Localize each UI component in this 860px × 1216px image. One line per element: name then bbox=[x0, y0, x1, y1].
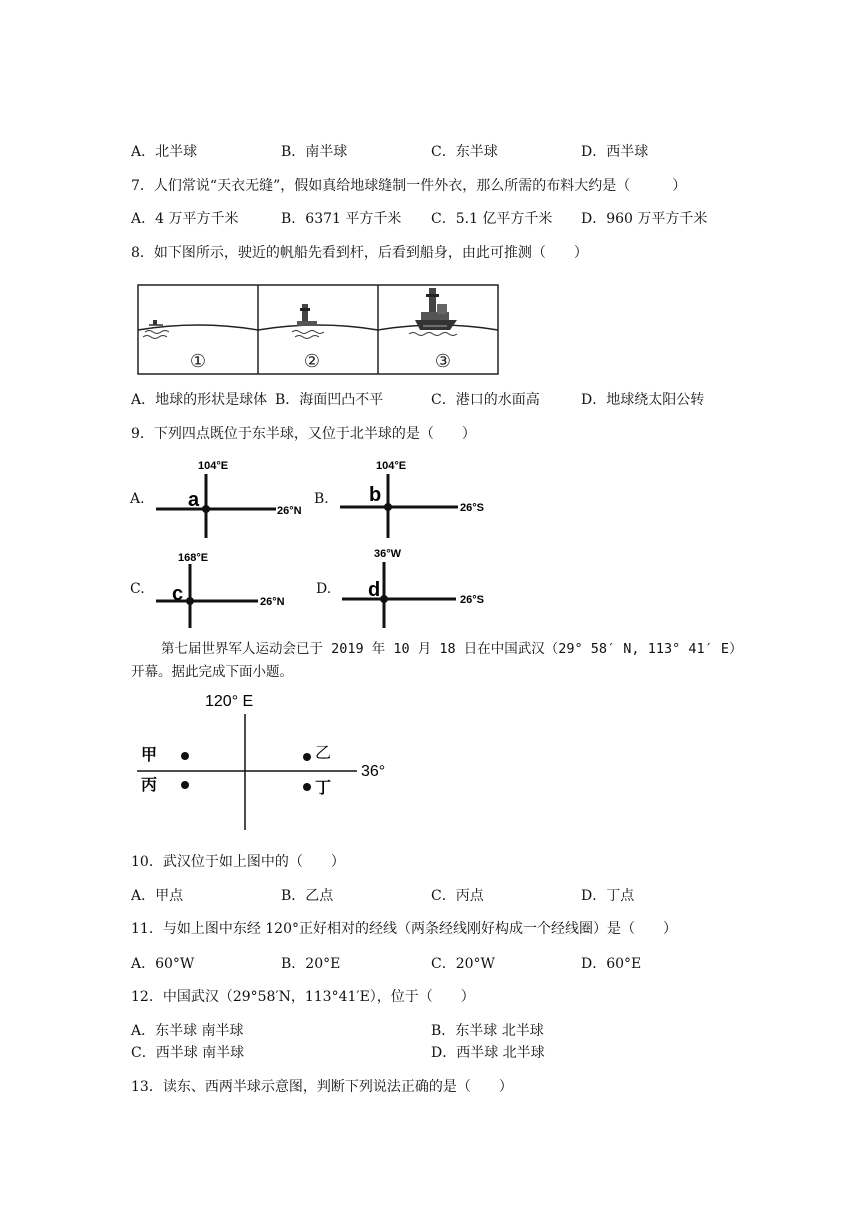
grid-c-point: c bbox=[172, 583, 184, 605]
grid-a-point: a bbox=[188, 489, 200, 511]
q12-option-c: C．西半球 南半球 bbox=[131, 1045, 245, 1061]
q9-option-d-label: D. bbox=[316, 581, 332, 597]
q7-option-d: D．960 万平方千米 bbox=[581, 211, 708, 227]
q10-option-d: D．丁点 bbox=[581, 888, 635, 904]
q12-option-d: D．西半球 北半球 bbox=[431, 1045, 545, 1061]
q8-option-c: C．港口的水面高 bbox=[431, 392, 540, 408]
grid-c bbox=[156, 552, 285, 628]
q11-option-d: D．60°E bbox=[581, 956, 642, 972]
grid-d-lat: 26°S bbox=[460, 594, 484, 606]
ship-figure bbox=[137, 284, 499, 376]
point-jia bbox=[181, 752, 189, 760]
q6-option-d: D．西半球 bbox=[581, 144, 649, 160]
q7-option-b: B．6371 平方千米 bbox=[281, 211, 402, 227]
q10-stem: 10．武汉位于如上图中的（ ） bbox=[131, 854, 345, 870]
horizon-2 bbox=[258, 325, 378, 330]
q7-stem: 7．人们常说“天衣无缝”，假如真给地球缝制一件外衣，那么所需的布料大约是（ ） bbox=[131, 178, 687, 194]
grid-c-lon: 168°E bbox=[178, 552, 209, 564]
q9-grid-figure bbox=[150, 450, 510, 630]
q10-option-b: B．乙点 bbox=[281, 888, 334, 904]
q8-stem: 8．如下图所示，驶近的帆船先看到杆，后看到船身，由此可推测（ ） bbox=[131, 245, 588, 261]
q9-option-a-label: A. bbox=[130, 491, 145, 507]
grid-b-lat: 26°S bbox=[460, 502, 484, 514]
q11-option-b: B．20°E bbox=[281, 956, 341, 972]
point-jia-label: 甲 bbox=[141, 747, 158, 764]
panel-label-3: ③ bbox=[434, 351, 452, 371]
q7-option-a: A．4 万平方千米 bbox=[131, 211, 239, 227]
q11-stem: 11．与如上图中东经 120°正好相对的经线（两条经线刚好构成一个经线圈）是（ ） bbox=[131, 921, 677, 937]
wuhan-grid-figure bbox=[135, 684, 395, 834]
panel-label-2: ② bbox=[303, 351, 321, 371]
q7-option-c: C．5.1 亿平方千米 bbox=[431, 211, 553, 227]
q8-option-b: B．海面凹凸不平 bbox=[275, 392, 384, 408]
q10-option-c: C．丙点 bbox=[431, 888, 484, 904]
mast-tip-icon bbox=[149, 320, 163, 325]
passage-line-2: 开幕。据此完成下面小题。 bbox=[131, 664, 293, 680]
grid-b bbox=[340, 460, 484, 538]
full-ship-icon bbox=[415, 288, 457, 330]
panel-label-1: ① bbox=[189, 351, 207, 371]
figure2-lat-label: 36° bbox=[361, 763, 386, 780]
q6-option-c: C．东半球 bbox=[431, 144, 498, 160]
q13-stem: 13．读东、西两半球示意图，判断下列说法正确的是（ ） bbox=[131, 1079, 513, 1095]
q9-option-c-label: C. bbox=[130, 581, 145, 597]
grid-c-lat: 26°N bbox=[260, 596, 285, 608]
point-bing bbox=[181, 781, 189, 789]
q12-stem: 12．中国武汉（29°58′N，113°41′E），位于（ ） bbox=[131, 989, 475, 1005]
grid-d bbox=[342, 548, 484, 628]
grid-b-point: b bbox=[369, 484, 382, 506]
point-ding-label: 丁 bbox=[315, 780, 332, 797]
q10-option-a: A．甲点 bbox=[131, 888, 184, 904]
passage-line-1: 第七届世界军人运动会已于 2019 年 10 月 18 日在中国武汉（29° 58′ N, 113° 41′ E） bbox=[161, 641, 743, 657]
q12-option-a: A．东半球 南半球 bbox=[131, 1023, 244, 1039]
grid-d-point: d bbox=[368, 579, 381, 601]
grid-b-lon: 104°E bbox=[376, 460, 407, 472]
half-ship-icon bbox=[297, 304, 317, 326]
figure2-lon-label: 120° E bbox=[205, 693, 254, 710]
q11-option-c: C．20°W bbox=[431, 956, 495, 972]
grid-a-lat: 26°N bbox=[277, 505, 302, 517]
point-yi-label: 乙 bbox=[315, 745, 332, 762]
point-yi bbox=[303, 753, 311, 761]
grid-a-lon: 104°E bbox=[198, 460, 229, 472]
point-ding bbox=[303, 783, 311, 791]
point-bing-label: 丙 bbox=[141, 777, 158, 794]
q9-option-b-label: B. bbox=[314, 491, 329, 507]
q12-option-b: B．东半球 北半球 bbox=[431, 1023, 544, 1039]
q6-option-b: B．南半球 bbox=[281, 144, 348, 160]
q8-option-d: D．地球绕太阳公转 bbox=[581, 392, 705, 408]
grid-a bbox=[156, 460, 302, 538]
q8-option-a: A．地球的形状是球体 bbox=[131, 392, 268, 408]
q9-stem: 9．下列四点既位于东半球，又位于北半球的是（ ） bbox=[131, 426, 476, 442]
q11-option-a: A．60°W bbox=[131, 956, 195, 972]
q6-option-a: A．北半球 bbox=[131, 144, 198, 160]
grid-d-lon: 36°W bbox=[374, 548, 402, 560]
